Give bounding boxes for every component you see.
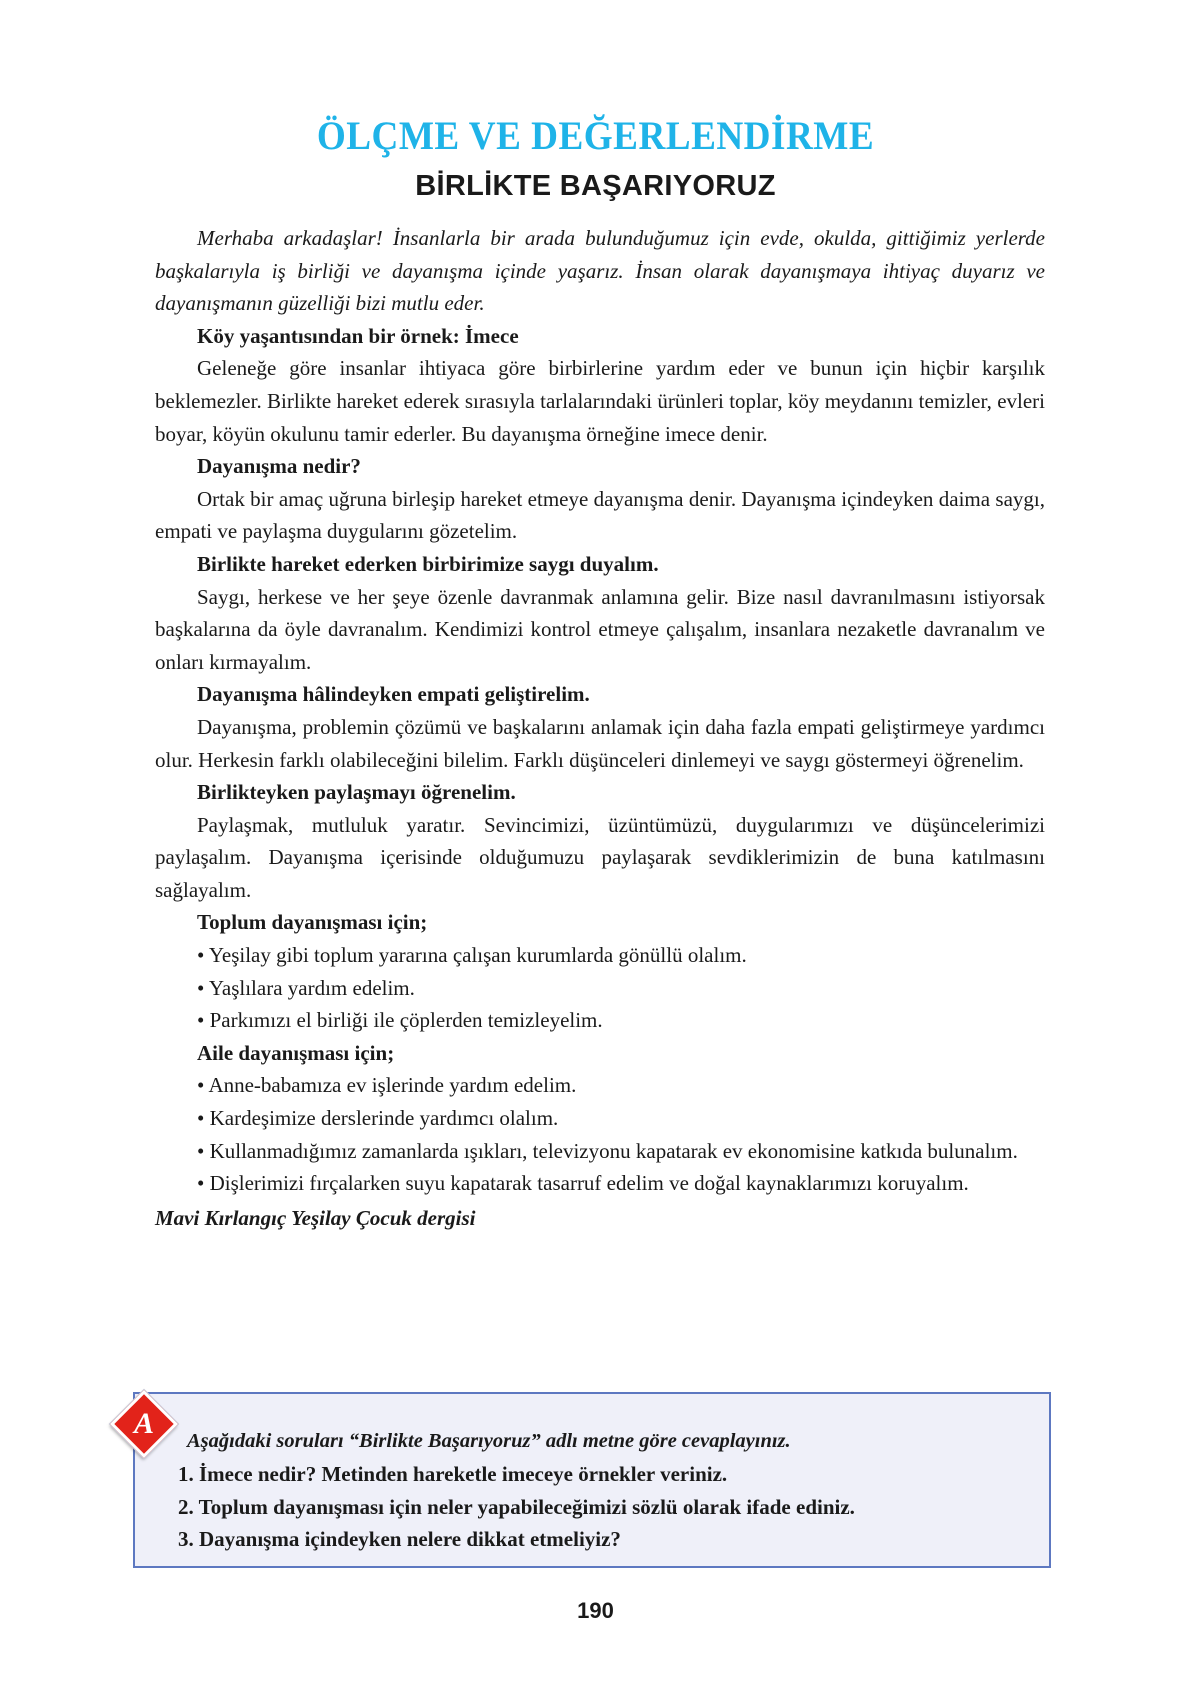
section-paragraph: Ortak bir amaç uğruna birleşip hareket etmeye dayanışma denir. Dayanışma içindeyken daima saygı, empati ve paylaşma duygularını gözetelim. bbox=[155, 486, 1045, 544]
page-number: 190 bbox=[577, 1598, 614, 1623]
section-paragraph: Dayanışma, problemin çözümü ve başkalarını anlamak için daha fazla empati geliştirmeye yardımcı olur. Herkesin farklı olabileceğini bilelim. Farklı düşünceleri dinlemeyi ve saygı göstermeyi öğrenelim. bbox=[155, 714, 1045, 772]
page-title: ÖLÇME VE DEĞERLENDİRME bbox=[316, 113, 875, 158]
list-item: • Kullanmadığımız zamanlarda ışıkları, televizyonu kapatarak ev ekonomisine katkıda bulunalım. bbox=[197, 1138, 1018, 1163]
section-a-badge-label: A bbox=[133, 1407, 154, 1440]
list-item: • Yeşilay gibi toplum yararına çalışan kurumlarda gönüllü olalım. bbox=[197, 943, 747, 968]
reading-text bbox=[155, 222, 1045, 1234]
questions-list bbox=[178, 1458, 855, 1556]
section-heading: Birlikteyken paylaşmayı öğrenelim. bbox=[197, 780, 516, 805]
list-item: • Parkımızı el birliği ile çöplerden temizleyelim. bbox=[197, 1008, 603, 1033]
page-subtitle: BİRLİKTE BAŞARIYORUZ bbox=[415, 170, 776, 202]
section-heading: Köy yaşantısından bir örnek: İmece bbox=[197, 323, 519, 348]
intro-paragraph: Merhaba arkadaşlar! İnsanlarla bir arada bulunduğumuz için evde, okulda, gittiğimiz yerlerde başkalarıyla iş birliği ve dayanışma içinde yaşarız. İnsan olarak dayanışmaya ihtiyaç duyarız ve dayanışmanın güzelliği bizi mutlu eder. bbox=[155, 226, 1045, 316]
source-citation: Mavi Kırlangıç Yeşilay Çocuk dergisi bbox=[155, 1205, 476, 1230]
family-heading: Aile dayanışması için; bbox=[197, 1040, 395, 1065]
section-heading: Dayanışma hâlindeyken empati geliştirelim. bbox=[197, 682, 590, 707]
section-heading: Birlikte hareket ederken birbirimize saygı duyalım. bbox=[197, 551, 659, 576]
list-item: • Yaşlılara yardım edelim. bbox=[197, 975, 415, 1000]
list-item: • Anne-babamıza ev işlerinde yardım edelim. bbox=[197, 1073, 577, 1098]
list-item: • Dişlerimizi fırçalarken suyu kapatarak tasarruf edelim ve doğal kaynaklarımızı koruyalım. bbox=[197, 1171, 969, 1196]
section-paragraph: Saygı, herkese ve her şeye özenle davranmak anlamına gelir. Bize nasıl davranılmasını istiyorsak başkalarına da öyle davranalım. Kendimizi kontrol etmeye çalışalım, insanlara nezaketle davranalım ve onları kırmayalım. bbox=[155, 584, 1045, 674]
section-paragraph: Paylaşmak, mutluluk yaratır. Sevincimizi, üzüntümüzü, duygularımızı ve düşüncelerimizi paylaşalım. Dayanışma içerisinde olduğumuzu paylaşarak sevdiklerimizin de buna katılmasını sağlayalım. bbox=[155, 812, 1045, 902]
list-item: • Kardeşimize derslerinde yardımcı olalım. bbox=[197, 1106, 559, 1131]
community-heading: Toplum dayanışması için; bbox=[197, 910, 428, 935]
question-item: 3. Dayanışma içindeyken nelere dikkat etmeliyiz? bbox=[178, 1527, 621, 1551]
section-heading: Dayanışma nedir? bbox=[197, 454, 361, 479]
question-item: 2. Toplum dayanışması için neler yapabileceğimizi sözlü olarak ifade ediniz. bbox=[178, 1494, 855, 1519]
section-paragraph: Geleneğe göre insanlar ihtiyaca göre birbirlerine yardım eder ve bunun için hiçbir karşılık beklemezler. Birlikte hareket ederek sırasıyla tarlalarındaki ürünleri toplar, köy meydanını temizler, evleri boyar, köyün okulunu tamir ederler. Bu dayanışma örneğine imece denir. bbox=[155, 356, 1045, 446]
question-item: 1. İmece nedir? Metinden hareketle imeceye örnekler veriniz. bbox=[178, 1462, 728, 1486]
questions-instruction: Aşağıdaki soruları “Birlikte Başarıyoruz” adlı metne göre cevaplayınız. bbox=[187, 1430, 791, 1452]
